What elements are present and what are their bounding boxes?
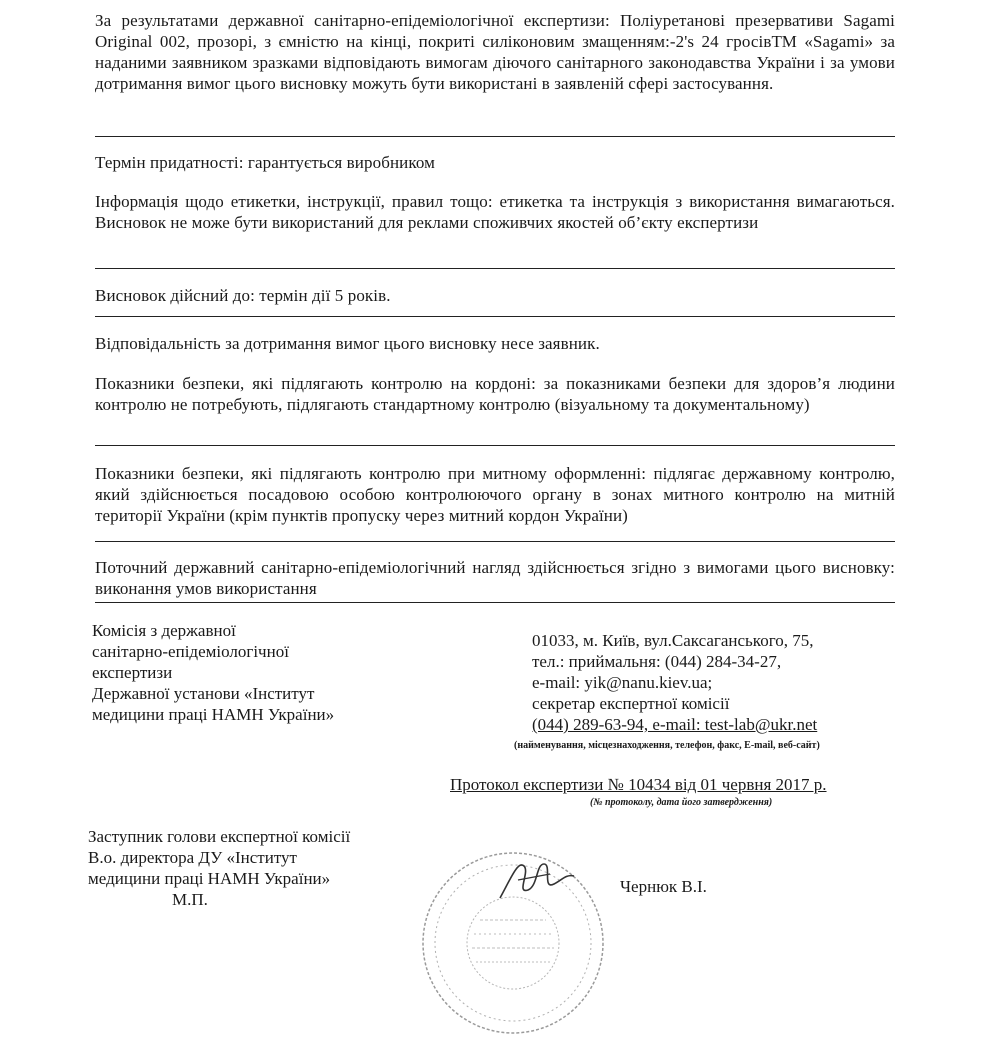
section-divider xyxy=(95,445,895,446)
address-line: 01033, м. Київ, вул.Саксаганського, 75, xyxy=(532,631,814,650)
section-divider xyxy=(95,316,895,317)
section-divider xyxy=(95,541,895,542)
commission-block xyxy=(92,620,334,725)
protocol-caption: (№ протоколу, дата його затвердження) xyxy=(590,797,773,808)
signatory-line: медицини праці НАМН України» xyxy=(88,869,331,888)
border-control-paragraph: Показники безпеки, які підлягають контролю на кордоні: за показниками безпеки для здоров’я людини контролю не потребують, підлягають стандартному контролю (візуальному та документальному) xyxy=(95,374,895,414)
shelf-life-paragraph: Термін придатності: гарантується виробником xyxy=(95,153,435,172)
address-caption: (найменування, місцезнаходження, телефон, факс, E-mail, веб-сайт) xyxy=(514,740,820,751)
section-divider xyxy=(95,136,895,137)
signature-icon xyxy=(490,850,580,910)
commission-line: Комісія з державної xyxy=(92,621,236,640)
label-info-paragraph: Інформація щодо етикетки, інструкції, правил тощо: етикетка та інструкція з використання вимагаються. Висновок не може бути використаний для реклами споживчих якостей об’єкту експертизи xyxy=(95,192,895,232)
signatory-line: В.о. директора ДУ «Інститут xyxy=(88,848,297,867)
address-line: e-mail: yik@nanu.kiev.ua; xyxy=(532,673,713,692)
validity-paragraph: Висновок дійсний до: термін дії 5 років. xyxy=(95,286,391,305)
commission-line: Державної установи «Інститут xyxy=(92,684,315,703)
section-divider xyxy=(95,602,895,603)
signatory-block xyxy=(88,826,350,910)
supervision-paragraph: Поточний державний санітарно-епідеміологічний нагляд здійснюється згідно з вимогами цього висновку: виконання умов використання xyxy=(95,558,895,598)
commission-line: медицини праці НАМН України» xyxy=(92,705,335,724)
commission-line: експертизи xyxy=(92,663,173,682)
expertise-conclusion-paragraph: За результатами державної санітарно-епідеміологічної експертизи: Поліуретанові презервативи Sagami Original 002, прозорі, з ємністю на кінці, покриті силіконовим змащенням:-2's 24 гросівТМ «Sagami» за наданими заявником зразками відповідають вимогам діючого санітарного законодавства України і за умови дотримання вимог цього висновку можуть бути використані в заявленій сфері застосування. xyxy=(95,11,895,93)
signatory-line: Заступник голови експертної комісії xyxy=(88,827,351,846)
address-line: (044) 289-63-94, e-mail: test-lab@ukr.net xyxy=(532,715,818,734)
address-block xyxy=(532,630,817,735)
customs-control-paragraph: Показники безпеки, які підлягають контролю при митному оформленні: підлягає державному контролю, який здійснюється посадовою особою контролюючого органу в зонах митного контролю на митній території України (крім пунктів пропуску через митний кордон України) xyxy=(95,464,895,525)
protocol-line: Протокол експертизи № 10434 від 01 червня 2017 р. xyxy=(450,775,827,794)
signatory-name: Чернюк В.І. xyxy=(620,877,707,896)
section-divider xyxy=(95,268,895,269)
commission-line: санітарно-епідеміологічної xyxy=(92,642,289,661)
address-line: тел.: приймальня: (044) 284-34-27, xyxy=(532,652,782,671)
signatory-line: М.П. xyxy=(172,890,208,909)
address-line: секретар експертної комісії xyxy=(532,694,730,713)
responsibility-paragraph: Відповідальність за дотримання вимог цього висновку несе заявник. xyxy=(95,334,600,353)
